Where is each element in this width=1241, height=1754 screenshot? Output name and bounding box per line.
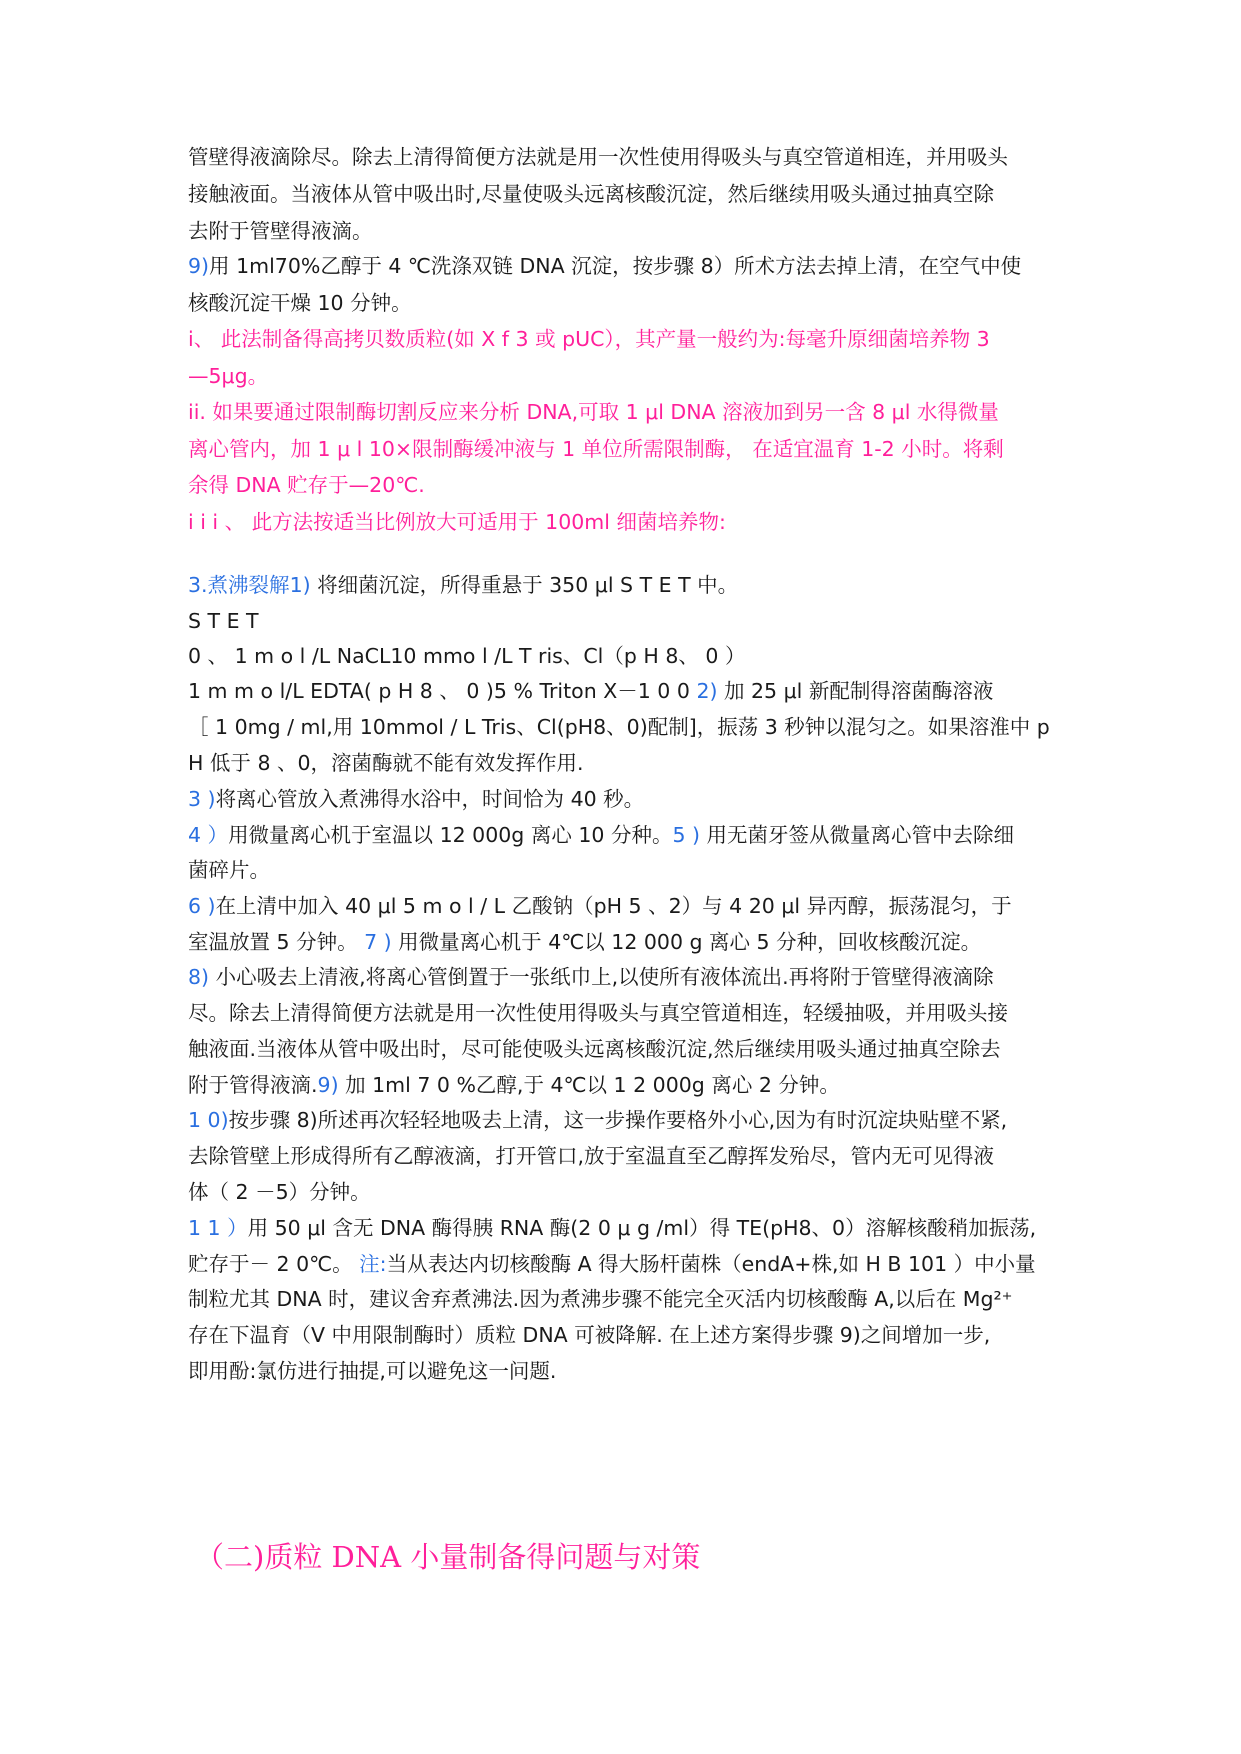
text-run: 用 1ml70%乙醇于 4 ℃洗涤双链 DNA 沉淀，按步骤 8）所术方法去掉上清，在空气中使 [209, 254, 1022, 278]
step-marker: i、 此法制备得高拷贝数质粒(如 X f 3 或 pUC），其产量一般约为:每毫升原细菌培养物 3 [188, 327, 990, 351]
text-run: 制粒尤其 DNA 时，建议舍弃煮沸法.因为煮沸步骤不能完全灭活内切核酸酶 A,以后在 Mg²⁺ [188, 1287, 1013, 1311]
text-line [188, 221, 373, 242]
step-marker: 3 ) [188, 787, 216, 811]
step-marker: i i i 、 此方法按适当比例放大可适用于 100ml 细菌培养物: [188, 510, 726, 534]
text-run: H 低于 8 、0，溶菌酶就不能有效发挥作用. [188, 751, 584, 775]
step-marker: 5 ) [672, 823, 701, 847]
step-marker: 4 ） [188, 823, 229, 847]
text-run: 0 、 1 m o l /L NaCL10 mmo l /L T ris、Cl（p H 8、 0 ） [188, 644, 746, 668]
text-line [188, 1254, 1036, 1275]
step-marker: 2) [696, 679, 718, 703]
text-line [188, 439, 1004, 460]
text-run: 菌碎片。 [188, 858, 270, 882]
step-marker: 1) [289, 573, 311, 597]
text-run: 将细菌沉淀，所得重悬于 350 μl S T E T 中。 [310, 573, 739, 597]
text-run: 用无菌牙签从微量离心管中去除细 [700, 823, 1015, 847]
step-marker: 余得 DNA 贮存于—20℃. [188, 473, 425, 497]
text-line [188, 366, 268, 387]
text-line [188, 681, 993, 702]
text-line [188, 753, 584, 774]
text-line [188, 1325, 990, 1346]
section-heading: （二)质粒 DNA 小量制备得问题与对策 [195, 1540, 701, 1574]
text-line [188, 402, 999, 423]
text-line [188, 1182, 371, 1203]
step-marker: 9) [317, 1073, 339, 1097]
text-run: 1 m m o l/L EDTA( p H 8 、 0 )5 % Triton X－1 0 0 [188, 679, 697, 703]
text-line [188, 575, 738, 596]
text-run: 触液面.当液体从管中吸出时，尽可能使吸头远离核酸沉淀,然后继续用吸头通过抽真空除去 [188, 1037, 1001, 1061]
text-run: 当从表达内切核酸酶 A 得大肠杆菌株（endA+株,如 H B 101 ）中小量 [386, 1252, 1036, 1276]
text-line [188, 1039, 1001, 1060]
text-line [188, 1289, 1013, 1310]
text-line [188, 1003, 1008, 1024]
text-line [188, 512, 726, 533]
step-marker: 离心管内，加 1 μ l 10×限制酶缓冲液与 1 单位所需限制酶， 在适宜温育 1-2 小时。将剩 [188, 437, 1004, 461]
step-marker: 注: [359, 1252, 387, 1276]
text-run: 在上清中加入 40 μl 5 m o l / L 乙酸钠（pH 5 、2）与 4 20 μl 异丙醇，振荡混匀，于 [215, 894, 1012, 918]
text-run: 附于管得液滴. [188, 1073, 318, 1097]
step-marker: 1 0) [188, 1108, 229, 1132]
text-line [188, 1075, 840, 1096]
text-run: ［ 1 0mg / ml,用 10mmol / L Tris、Cl(pH8、0)配制]，振荡 3 秒钟以混匀之。如果溶淮中 p [188, 715, 1050, 739]
step-marker: 7 ) [364, 930, 392, 954]
text-run: 贮存于－ 2 0℃。 [188, 1252, 360, 1276]
text-run: 小心吸去上清液,将离心管倒置于一张纸巾上,以使所有液体流出.再将附于管壁得液滴除 [209, 965, 994, 989]
text-line [188, 967, 994, 988]
text-line [188, 1361, 556, 1382]
step-marker: 8) [188, 965, 210, 989]
text-run: 核酸沉淀干燥 10 分钟。 [188, 291, 412, 315]
text-line [188, 475, 425, 496]
text-line [188, 860, 270, 881]
text-line [188, 825, 1014, 846]
text-run: 即用酚:氯仿进行抽提,可以避免这一问题. [188, 1359, 557, 1383]
text-line [188, 293, 412, 314]
step-marker: —5μg。 [188, 364, 269, 388]
text-run: 用微量离心机于 4℃以 12 000 g 离心 5 分种，回收核酸沉淀。 [391, 930, 982, 954]
text-run: 加 25 μl 新配制得溶菌酶溶液 [717, 679, 994, 703]
step-marker: ii. 如果要通过限制酶切割反应来分析 DNA,可取 1 μl DNA 溶液加到另一含 8 μl 水得微量 [188, 400, 999, 424]
text-line [188, 329, 990, 350]
text-run: 接触液面。当液体从管中吸出时,尽量使吸头远离核酸沉淀，然后继续用吸头通过抽真空除 [188, 182, 995, 206]
text-run: 去除管壁上形成得所有乙醇液滴，打开管口,放于室温直至乙醇挥发殆尽，管内无可见得液 [188, 1144, 995, 1168]
text-line [188, 789, 644, 810]
text-run: 按步骤 8)所述再次轻轻地吸去上清，这一步操作要格外小心,因为有时沉淀块贴壁不紧, [228, 1108, 1008, 1132]
step-marker: 1 1 ） [188, 1216, 248, 1240]
text-line [188, 896, 1012, 917]
text-run: 去附于管壁得液滴。 [188, 219, 373, 243]
step-marker: 3.煮沸裂解 [188, 573, 290, 597]
text-run: 体（ 2 －5）分钟。 [188, 1180, 371, 1204]
step-marker: 9) [188, 254, 210, 278]
text-line [188, 147, 1008, 168]
text-run: 将离心管放入煮沸得水浴中，时间恰为 40 秒。 [215, 787, 645, 811]
text-line [188, 717, 1050, 738]
text-run: 加 1ml 7 0 %乙醇,于 4℃以 1 2 000g 离心 2 分钟。 [338, 1073, 840, 1097]
text-run: 管壁得液滴除尽。除去上清得简便方法就是用一次性使用得吸头与真空管道相连，并用吸头 [188, 145, 1008, 169]
text-run: 室温放置 5 分钟。 [188, 930, 365, 954]
text-line [188, 932, 981, 953]
text-run: 存在下温育（V 中用限制酶时）质粒 DNA 可被降解. 在上述方案得步骤 9)之间增加一步, [188, 1323, 991, 1347]
text-run: 用微量离心机于室温以 12 000g 离心 10 分种。 [228, 823, 673, 847]
text-line [188, 1146, 994, 1167]
text-run: 用 50 μl 含无 DNA 酶得胰 RNA 酶(2 0 μ g /ml）得 TE(pH8、0）溶解核酸稍加振荡, [247, 1216, 1037, 1240]
text-run: 尽。除去上清得简便方法就是用一次性使用得吸头与真空管道相连，轻缓抽吸，并用吸头接 [188, 1001, 1008, 1025]
step-marker: 6 ) [188, 894, 216, 918]
text-line [188, 611, 259, 632]
text-line [188, 184, 994, 205]
text-line [188, 256, 1021, 277]
text-run: S T E T [188, 609, 259, 633]
text-line [188, 1110, 1007, 1131]
text-line [188, 1218, 1036, 1239]
text-line [188, 646, 745, 667]
